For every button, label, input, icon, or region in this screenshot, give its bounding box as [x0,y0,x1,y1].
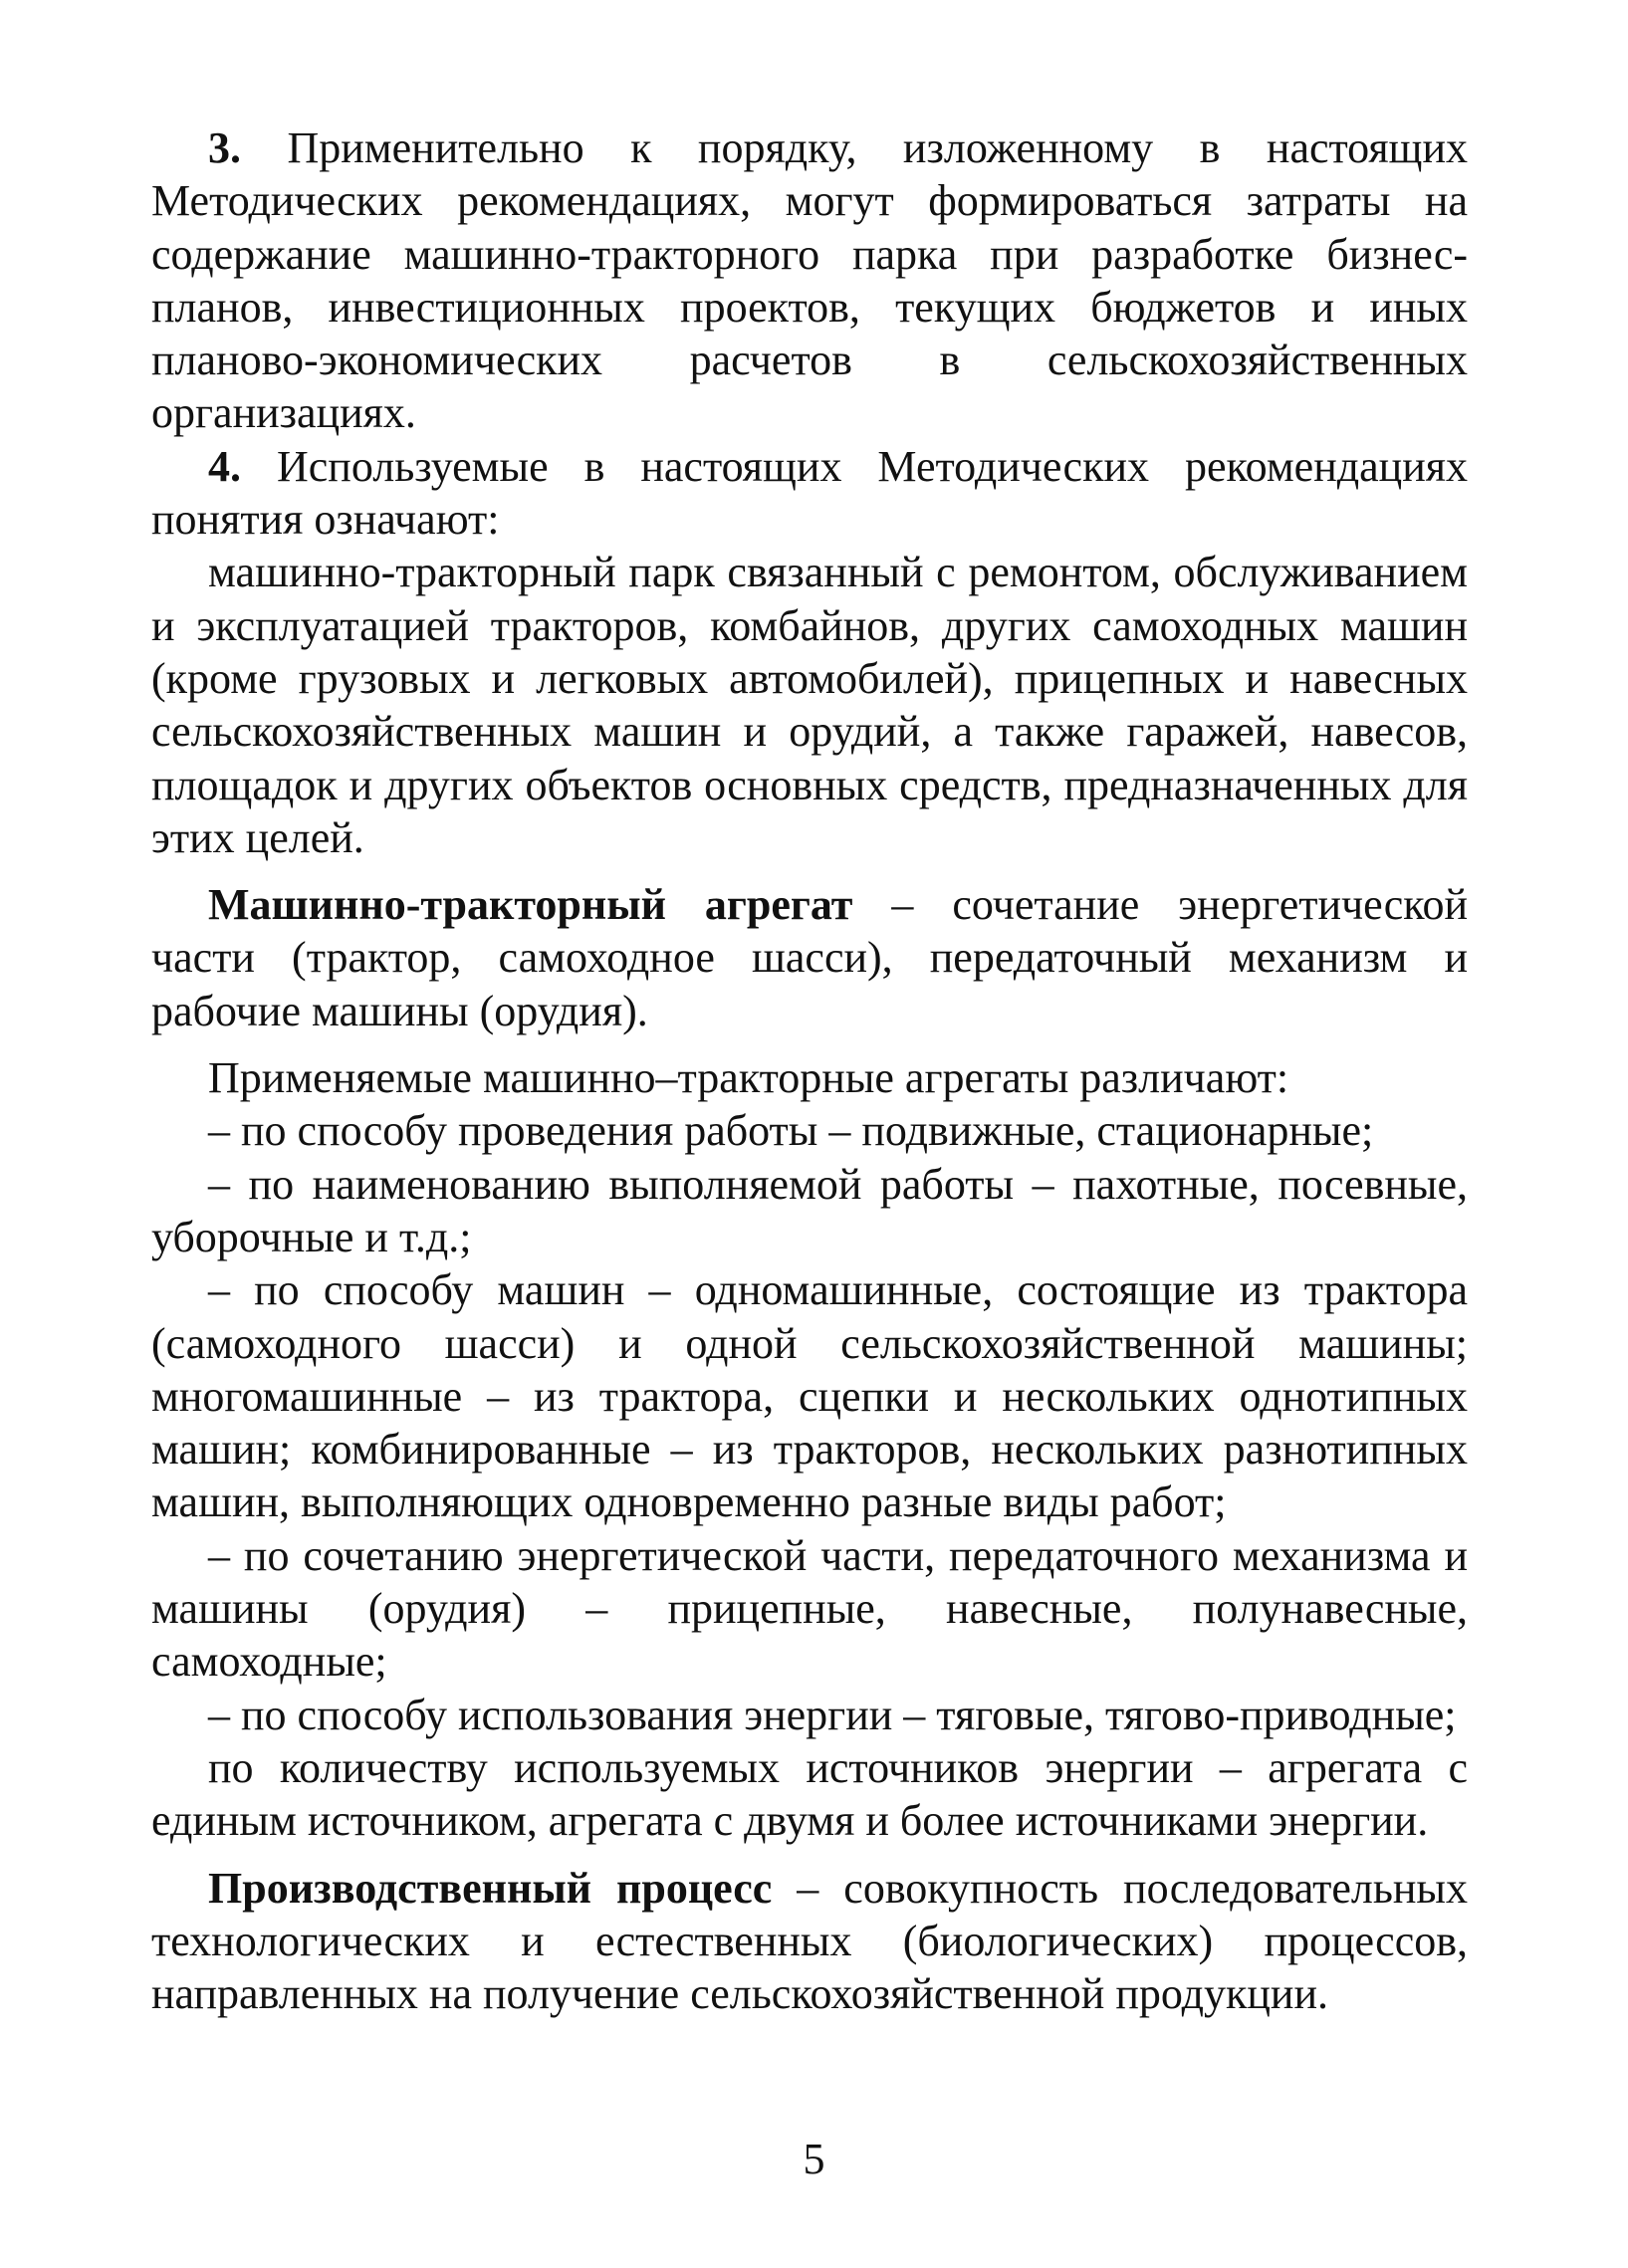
paragraph-text: Используемые в настоящих Методических рекомендациях понятия означают: [151,441,1468,545]
paragraph-text: – по способу машин – одномашинные, состоящие из трактора (самоходного шасси) и одной сельскохозяйственной машины; многомашинные – из трактора, сцепки и нескольких однотипных машин; комбинированные – из тракторов, нескольких разнотипных машин, выполняющих одновременно разные виды работ; [151,1265,1468,1527]
paragraph-text: машинно-тракторный парк связанный с ремонтом, обслуживанием и эксплуатацией тракторов, комбайнов, других самоходных машин (кроме грузовых и легковых автомобилей), прицепных и навесных сельскохозяйственных машин и орудий, а также гаражей, навесов, площадок и других объектов основных средств, предназначенных для этих целей. [151,548,1468,862]
definition-aggregate [151,878,1468,1037]
term: Машинно-тракторный агрегат [208,880,853,930]
paragraph-text: – по способу использования энергии – тяговые, тягово-приводные; [208,1690,1457,1739]
paragraph-item-3 [151,121,1468,440]
paragraph-text: – по наименованию выполняемой работы – пахотные, посевные, уборочные и т.д.; [151,1159,1468,1261]
paragraph-text: Применяемые машинно–тракторные агрегаты различают: [208,1053,1289,1103]
list-item [151,1529,1468,1689]
paragraph-text: по количеству используемых источников энергии – агрегата с единым источником, агрегата с двумя и более источниками энергии. [151,1742,1468,1846]
paragraph-text: Применительно к порядку, изложенному в настоящих Методических рекомендациях, могут формироваться затраты на содержание машинно-тракторного парка при разработке бизнес-планов, инвестиционных проектов, текущих бюджетов и иных планово-экономических расчетов в сельскохозяйственных организациях. [151,123,1468,438]
item-number: 3. [208,123,241,172]
list-item [151,1158,1468,1264]
list-item [151,1689,1468,1741]
page-number: 5 [803,2135,825,2183]
definition-machine-park [151,546,1468,864]
paragraph-item-4 [151,440,1468,547]
paragraph-text: – по способу проведения работы – подвижные, стационарные; [208,1106,1374,1156]
body-text [151,121,1468,2020]
definition-production-process [151,1862,1468,2021]
list-item [151,1104,1468,1157]
term: Производственный процесс [208,1863,773,1913]
paragraph-text: – совокупность последовательных технологических и естественных (биологических) процессов, направленных на получение сельскохозяйственной продукции. [151,1863,1468,2019]
list-item [151,1263,1468,1528]
paragraph-text: – сочетание энергетической части (трактор, самоходное шасси), передаточный механизм и рабочие машины (орудия). [151,880,1468,1035]
aggregates-intro [151,1051,1468,1104]
item-number: 4. [208,441,241,491]
list-item [151,1741,1468,1848]
paragraph-text: – по сочетанию энергетической части, передаточного механизма и машины (орудия) – прицепные, навесные, полунавесные, самоходные; [151,1530,1468,1687]
